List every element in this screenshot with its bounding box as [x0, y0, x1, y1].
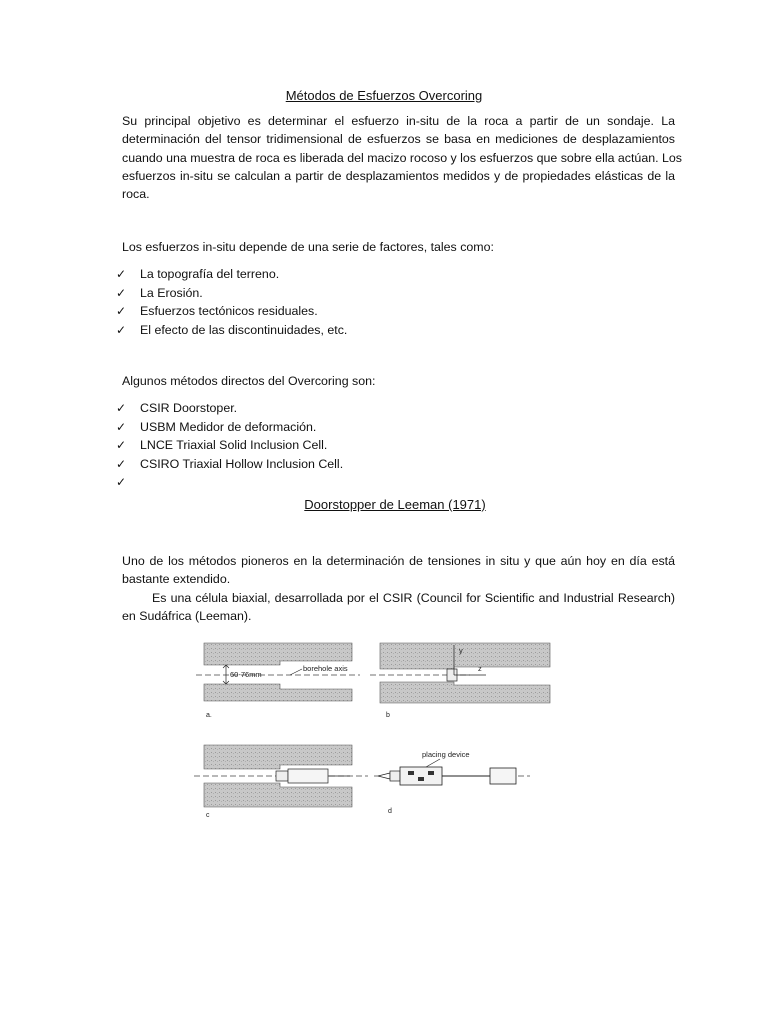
- list-item-text: USBM Medidor de deformación.: [140, 419, 317, 434]
- body-line: Es una célula biaxial, desarrollada por el CSIR (Council for Scientific and Industrial Research): [152, 590, 675, 605]
- z-axis-label: z: [478, 664, 482, 673]
- device-label: placing device: [422, 750, 470, 759]
- list-item: [116, 436, 343, 455]
- list-item: [116, 284, 347, 303]
- panel-label: c: [206, 812, 210, 819]
- check-icon: ✓: [116, 475, 127, 490]
- section-subtitle: Doorstopper de Leeman (1971): [304, 497, 486, 512]
- factors-list: [116, 265, 347, 339]
- check-icon: ✓: [116, 322, 127, 337]
- check-icon: ✓: [116, 304, 127, 319]
- dimension-label: 60-76mm: [230, 670, 262, 679]
- list-item: [116, 455, 343, 474]
- panel-label: d: [388, 808, 392, 815]
- methods-list: [116, 399, 343, 492]
- intro-line: cuando una muestra de roca es liberada del macizo rocoso y los esfuerzos que sobre ella actúan. Los: [122, 150, 682, 165]
- y-axis-label: y: [459, 646, 463, 655]
- panel-label: b: [386, 712, 390, 719]
- intro-line: roca.: [122, 187, 150, 202]
- intro-line: determinación del tensor tridimensional de esfuerzos se basa en mediciones de desplazamientos: [122, 132, 675, 147]
- figure-panel-d: [374, 750, 530, 815]
- list-item-text: LNCE Triaxial Solid Inclusion Cell.: [140, 438, 328, 453]
- page-title: Métodos de Esfuerzos Overcoring: [285, 88, 483, 103]
- body-line: Uno de los métodos pioneros en la determinación de tensiones in situ y que aún hoy en día está: [122, 554, 675, 568]
- check-icon: ✓: [116, 438, 127, 453]
- check-icon: ✓: [116, 401, 127, 415]
- list-item: [116, 418, 343, 437]
- list-item: [116, 321, 347, 340]
- list-item-text: CSIRO Triaxial Hollow Inclusion Cell.: [140, 456, 344, 471]
- list-item-text: La topografía del terreno.: [140, 267, 280, 281]
- list-item-text: El efecto de las discontinuidades, etc.: [140, 322, 348, 337]
- axis-label: borehole axis: [303, 664, 348, 673]
- check-icon: ✓: [116, 456, 127, 471]
- methods-intro: Algunos métodos directos del Overcoring son:: [122, 374, 376, 388]
- factors-intro: Los esfuerzos in-situ depende de una serie de factores, tales como:: [122, 240, 494, 254]
- list-item: [116, 265, 347, 284]
- intro-line: Su principal objetivo es determinar el esfuerzo in-situ de la roca a partir de un sondaje. La: [122, 114, 675, 128]
- check-icon: ✓: [116, 419, 127, 434]
- list-item-text: La Erosión.: [140, 285, 203, 300]
- check-icon: ✓: [116, 285, 127, 300]
- body-paragraph: [122, 552, 675, 625]
- body-line: bastante extendido.: [122, 572, 231, 587]
- figure-panel-a: [196, 643, 360, 719]
- list-item: [116, 302, 347, 321]
- intro-line: esfuerzos in-situ se calculan a partir de desplazamientos medidos y de propiedades elásticas de la: [122, 168, 675, 183]
- figure-panel-b: [370, 643, 550, 719]
- list-item: [116, 473, 343, 492]
- list-item-text: CSIR Doorstoper.: [140, 401, 238, 415]
- figure-panel-c: [194, 745, 368, 819]
- intro-paragraph: [122, 112, 682, 203]
- body-line: en Sudáfrica (Leeman).: [122, 608, 252, 623]
- list-item-text: Esfuerzos tectónicos residuales.: [140, 304, 318, 319]
- list-item: [116, 399, 343, 418]
- panel-label: a.: [206, 712, 212, 719]
- check-icon: ✓: [116, 267, 127, 281]
- doorstopper-figure: [190, 635, 560, 825]
